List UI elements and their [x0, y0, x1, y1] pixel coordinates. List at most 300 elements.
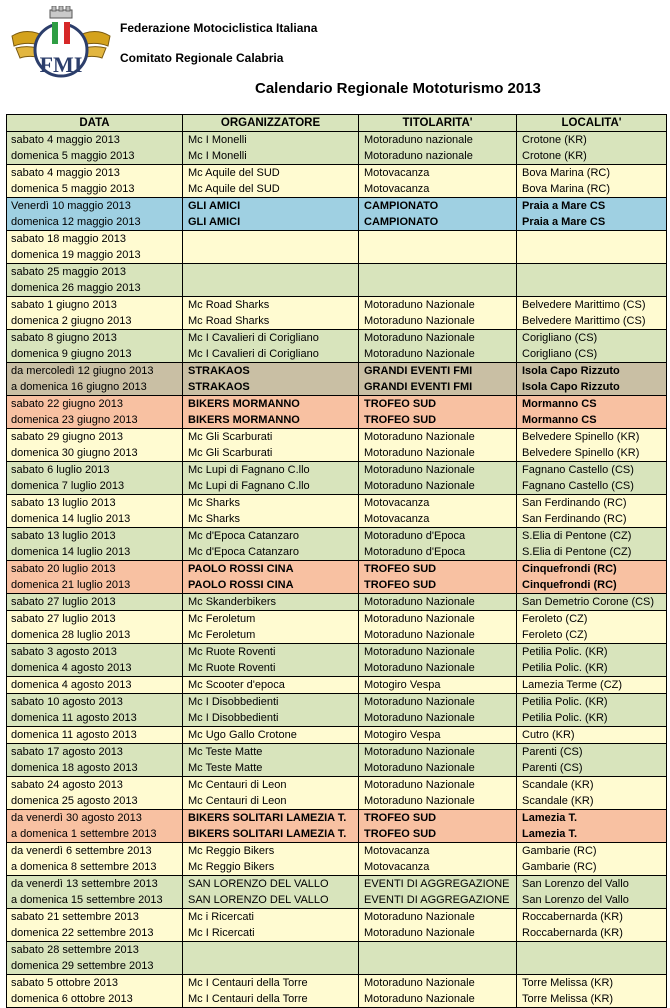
- org-name: Federazione Motociclistica Italiana: [120, 21, 318, 35]
- cell-line: domenica 11 agosto 2013: [11, 712, 137, 724]
- date-cell: [7, 727, 183, 744]
- location-cell: [517, 694, 667, 727]
- cell-line: BIKERS SOLITARI LAMEZIA T.: [188, 812, 347, 824]
- table-body: [7, 132, 667, 1008]
- location-cell: [517, 363, 667, 396]
- date-cell: [7, 876, 183, 909]
- organizer-cell: [183, 942, 359, 975]
- organizer-cell: [183, 611, 359, 644]
- cell-line: Belvedere Marittimo (CS): [522, 299, 646, 311]
- cell-line: Petilia Polic. (KR): [522, 696, 608, 708]
- cell-line: Mc I Monelli: [188, 134, 247, 146]
- table-header-row: [7, 115, 667, 132]
- cell-line: [188, 231, 358, 247]
- svg-text:FMI: FMI: [39, 52, 83, 77]
- cell-line: sabato 20 luglio 2013: [11, 563, 116, 575]
- cell-line: sabato 10 agosto 2013: [11, 696, 123, 708]
- column-header-titolarita: TITOLARITA': [359, 115, 517, 132]
- location-cell: [517, 264, 667, 297]
- cell-line: Cinquefrondi (RC): [522, 563, 617, 575]
- date-cell: [7, 942, 183, 975]
- cell-line: Mc Teste Matte: [188, 762, 263, 774]
- date-cell: [7, 744, 183, 777]
- cell-line: sabato 13 luglio 2013: [11, 530, 116, 542]
- cell-line: SAN LORENZO DEL VALLO: [188, 894, 329, 906]
- organizer-cell: [183, 297, 359, 330]
- cell-line: GRANDI EVENTI FMI: [364, 365, 473, 377]
- organizer-cell: [183, 231, 359, 264]
- date-cell: [7, 909, 183, 942]
- table-row: [7, 975, 667, 1008]
- cell-line: TROFEO SUD: [364, 828, 437, 840]
- cell-line: Motoraduno d'Epoca: [364, 546, 466, 558]
- cell-line: sabato 24 agosto 2013: [11, 779, 123, 791]
- location-cell: [517, 942, 667, 975]
- title-cell: [359, 594, 517, 611]
- cell-line: domenica 11 agosto 2013: [11, 729, 137, 741]
- cell-line: Mc Centauri di Leon: [188, 779, 287, 791]
- cell-line: Motoraduno Nazionale: [364, 596, 475, 608]
- cell-line: BIKERS SOLITARI LAMEZIA T.: [188, 828, 347, 840]
- cell-line: Motovacanza: [364, 183, 430, 195]
- cell-line: sabato 13 luglio 2013: [11, 497, 116, 509]
- cell-line: San Ferdinando (RC): [522, 513, 627, 525]
- cell-line: domenica 2 giugno 2013: [11, 315, 132, 327]
- cell-line: Praia a Mare CS: [522, 200, 606, 212]
- cell-line: sabato 25 maggio 2013: [11, 266, 126, 278]
- cell-line: Venerdì 10 maggio 2013: [11, 200, 131, 212]
- cell-line: Roccabernarda (KR): [522, 927, 623, 939]
- table-row: [7, 297, 667, 330]
- location-cell: [517, 611, 667, 644]
- cell-line: Motoraduno Nazionale: [364, 646, 475, 658]
- document-header: [0, 0, 670, 112]
- organizer-cell: [183, 462, 359, 495]
- location-cell: [517, 297, 667, 330]
- table-row: [7, 694, 667, 727]
- cell-line: Fagnano Castello (CS): [522, 464, 634, 476]
- date-cell: [7, 198, 183, 231]
- cell-line: [188, 942, 358, 958]
- cell-line: domenica 30 giugno 2013: [11, 447, 138, 459]
- cell-line: Mc Lupi di Fagnano C.llo: [188, 480, 310, 492]
- location-cell: [517, 975, 667, 1008]
- date-cell: [7, 975, 183, 1008]
- cell-line: domenica 6 ottobre 2013: [11, 993, 133, 1005]
- location-cell: [517, 132, 667, 165]
- date-cell: [7, 810, 183, 843]
- cell-line: domenica 7 luglio 2013: [11, 480, 125, 492]
- date-cell: [7, 396, 183, 429]
- cell-line: Petilia Polic. (KR): [522, 712, 608, 724]
- cell-line: a domenica 15 settembre 2013: [11, 894, 163, 906]
- cell-line: da mercoledì 12 giugno 2013: [11, 365, 154, 377]
- cell-line: Motoraduno d'Epoca: [364, 530, 466, 542]
- cell-line: domenica 5 maggio 2013: [11, 150, 135, 162]
- organizer-cell: [183, 810, 359, 843]
- cell-line: Crotone (KR): [522, 134, 587, 146]
- table-row: [7, 198, 667, 231]
- cell-line: Scandale (KR): [522, 795, 594, 807]
- cell-line: Mc Ruote Roventi: [188, 646, 276, 658]
- cell-line: BIKERS MORMANNO: [188, 414, 300, 426]
- cell-line: sabato 1 giugno 2013: [11, 299, 117, 311]
- date-cell: [7, 561, 183, 594]
- cell-line: domenica 22 settembre 2013: [11, 927, 154, 939]
- cell-line: domenica 4 agosto 2013: [11, 679, 132, 691]
- organizer-cell: [183, 396, 359, 429]
- organizer-cell: [183, 363, 359, 396]
- cell-line: [522, 280, 666, 296]
- cell-line: [364, 247, 516, 263]
- cell-line: Mc Scooter d'epoca: [188, 679, 285, 691]
- title-cell: [359, 132, 517, 165]
- cell-line: Fagnano Castello (CS): [522, 480, 634, 492]
- cell-line: domenica 23 giugno 2013: [11, 414, 138, 426]
- cell-line: [522, 958, 666, 974]
- cell-line: CAMPIONATO: [364, 200, 439, 212]
- cell-line: Motogiro Vespa: [364, 679, 441, 691]
- cell-line: Roccabernarda (KR): [522, 911, 623, 923]
- organizer-cell: [183, 495, 359, 528]
- cell-line: Crotone (KR): [522, 150, 587, 162]
- cell-line: domenica 4 agosto 2013: [11, 662, 132, 674]
- cell-line: Mc Sharks: [188, 497, 240, 509]
- cell-line: Lamezia T.: [522, 812, 578, 824]
- cell-line: Motoraduno Nazionale: [364, 480, 475, 492]
- cell-line: Cinquefrondi (RC): [522, 579, 617, 591]
- cell-line: sabato 17 agosto 2013: [11, 746, 123, 758]
- table-row: [7, 561, 667, 594]
- organizer-cell: [183, 975, 359, 1008]
- organizer-cell: [183, 561, 359, 594]
- cell-line: S.Elia di Pentone (CZ): [522, 530, 632, 542]
- table-row: [7, 644, 667, 677]
- date-cell: [7, 694, 183, 727]
- organizer-cell: [183, 694, 359, 727]
- cell-line: Motoraduno Nazionale: [364, 779, 475, 791]
- cell-line: [188, 280, 358, 296]
- cell-line: Mc Gli Scarburati: [188, 447, 273, 459]
- cell-line: Mc I Cavalieri di Corigliano: [188, 332, 319, 344]
- fmi-logo: [8, 6, 114, 94]
- cell-line: Mc Feroletum: [188, 629, 256, 641]
- date-cell: [7, 594, 183, 611]
- cell-line: [522, 264, 666, 280]
- cell-line: sabato 29 giugno 2013: [11, 431, 123, 443]
- calendar-table: [6, 114, 667, 1008]
- organizer-cell: [183, 843, 359, 876]
- cell-line: Scandale (KR): [522, 779, 594, 791]
- cell-line: domenica 26 maggio 2013: [11, 282, 141, 294]
- organizer-cell: [183, 744, 359, 777]
- cell-line: Mc Road Sharks: [188, 299, 270, 311]
- cell-line: Mc d'Epoca Catanzaro: [188, 546, 299, 558]
- title-cell: [359, 561, 517, 594]
- cell-line: Mc Ugo Gallo Crotone: [188, 729, 297, 741]
- cell-line: Mc Reggio Bikers: [188, 861, 275, 873]
- title-cell: [359, 429, 517, 462]
- cell-line: Motoraduno Nazionale: [364, 613, 475, 625]
- location-cell: [517, 777, 667, 810]
- title-cell: [359, 876, 517, 909]
- organizer-cell: [183, 594, 359, 611]
- date-cell: [7, 495, 183, 528]
- location-cell: [517, 561, 667, 594]
- cell-line: Motovacanza: [364, 513, 430, 525]
- cell-line: sabato 5 ottobre 2013: [11, 977, 119, 989]
- date-cell: [7, 528, 183, 561]
- cell-line: Mc Sharks: [188, 513, 240, 525]
- title-cell: [359, 727, 517, 744]
- cell-line: Motoraduno Nazionale: [364, 662, 475, 674]
- location-cell: [517, 744, 667, 777]
- cell-line: Praia a Mare CS: [522, 216, 606, 228]
- date-cell: [7, 429, 183, 462]
- table-row: [7, 264, 667, 297]
- cell-line: San Demetrio Corone (CS): [522, 596, 655, 608]
- organizer-cell: [183, 429, 359, 462]
- table-row: [7, 876, 667, 909]
- cell-line: Lamezia T.: [522, 828, 578, 840]
- title-cell: [359, 198, 517, 231]
- cell-line: Motoraduno nazionale: [364, 134, 473, 146]
- table-row: [7, 594, 667, 611]
- cell-line: [522, 247, 666, 263]
- table-row: [7, 495, 667, 528]
- cell-line: domenica 5 maggio 2013: [11, 183, 135, 195]
- cell-line: Motoraduno Nazionale: [364, 927, 475, 939]
- organizer-cell: [183, 876, 359, 909]
- cell-line: STRAKAOS: [188, 381, 250, 393]
- title-cell: [359, 677, 517, 694]
- cell-line: Motoraduno Nazionale: [364, 431, 475, 443]
- date-cell: [7, 677, 183, 694]
- location-cell: [517, 330, 667, 363]
- cell-line: domenica 21 luglio 2013: [11, 579, 131, 591]
- table-row: [7, 942, 667, 975]
- title-cell: [359, 694, 517, 727]
- cell-line: Belvedere Marittimo (CS): [522, 315, 646, 327]
- date-cell: [7, 330, 183, 363]
- cell-line: a domenica 16 giugno 2013: [11, 381, 147, 393]
- cell-line: sabato 21 settembre 2013: [11, 911, 139, 923]
- cell-line: STRAKAOS: [188, 365, 250, 377]
- cell-line: San Ferdinando (RC): [522, 497, 627, 509]
- column-header-organizzatore: ORGANIZZATORE: [183, 115, 359, 132]
- title-cell: [359, 495, 517, 528]
- cell-line: [522, 942, 666, 958]
- location-cell: [517, 198, 667, 231]
- cell-line: Mc Gli Scarburati: [188, 431, 273, 443]
- location-cell: [517, 165, 667, 198]
- location-cell: [517, 876, 667, 909]
- cell-line: Motoraduno Nazionale: [364, 993, 475, 1005]
- cell-line: Motoraduno Nazionale: [364, 447, 475, 459]
- cell-line: Feroleto (CZ): [522, 629, 588, 641]
- title-cell: [359, 330, 517, 363]
- cell-line: domenica 19 maggio 2013: [11, 249, 141, 261]
- cell-line: TROFEO SUD: [364, 414, 437, 426]
- cell-line: Mc I Cavalieri di Corigliano: [188, 348, 319, 360]
- cell-line: domenica 25 agosto 2013: [11, 795, 138, 807]
- cell-line: sabato 27 luglio 2013: [11, 596, 116, 608]
- date-cell: [7, 644, 183, 677]
- cell-line: Motogiro Vespa: [364, 729, 441, 741]
- cell-line: domenica 14 luglio 2013: [11, 513, 131, 525]
- cell-line: Bova Marina (RC): [522, 183, 611, 195]
- date-cell: [7, 165, 183, 198]
- date-cell: [7, 363, 183, 396]
- date-cell: [7, 462, 183, 495]
- table-row: [7, 843, 667, 876]
- cell-line: Lamezia Terme (CZ): [522, 679, 623, 691]
- title-cell: [359, 777, 517, 810]
- table-row: [7, 132, 667, 165]
- cell-line: BIKERS MORMANNO: [188, 398, 300, 410]
- location-cell: [517, 594, 667, 611]
- cell-line: Motoraduno Nazionale: [364, 977, 475, 989]
- organizer-cell: [183, 677, 359, 694]
- title-cell: [359, 744, 517, 777]
- cell-line: domenica 14 luglio 2013: [11, 546, 131, 558]
- cell-line: sabato 18 maggio 2013: [11, 233, 126, 245]
- cell-line: Cutro (KR): [522, 729, 575, 741]
- cell-line: San Lorenzo del Vallo: [522, 878, 629, 890]
- date-cell: [7, 297, 183, 330]
- cell-line: [364, 264, 516, 280]
- table-row: [7, 165, 667, 198]
- organizer-cell: [183, 198, 359, 231]
- cell-line: [188, 958, 358, 974]
- cell-line: Motoraduno Nazionale: [364, 348, 475, 360]
- cell-line: Mc d'Epoca Catanzaro: [188, 530, 299, 542]
- table-row: [7, 909, 667, 942]
- organizer-cell: [183, 165, 359, 198]
- cell-line: Mc I Disobbedienti: [188, 696, 279, 708]
- cell-line: Belvedere Spinello (KR): [522, 447, 640, 459]
- table-row: [7, 330, 667, 363]
- cell-line: sabato 3 agosto 2013: [11, 646, 117, 658]
- cell-line: Motoraduno Nazionale: [364, 911, 475, 923]
- cell-line: [364, 231, 516, 247]
- cell-line: [364, 958, 516, 974]
- cell-line: Mc Aquile del SUD: [188, 167, 280, 179]
- table-row: [7, 611, 667, 644]
- cell-line: TROFEO SUD: [364, 579, 437, 591]
- date-cell: [7, 777, 183, 810]
- cell-line: Petilia Polic. (KR): [522, 662, 608, 674]
- cell-line: da venerdì 6 settembre 2013: [11, 845, 152, 857]
- cell-line: SAN LORENZO DEL VALLO: [188, 878, 329, 890]
- cell-line: Motoraduno Nazionale: [364, 762, 475, 774]
- location-cell: [517, 810, 667, 843]
- cell-line: EVENTI DI AGGREGAZIONE: [364, 878, 510, 890]
- cell-line: domenica 9 giugno 2013: [11, 348, 132, 360]
- cell-line: [522, 231, 666, 247]
- table-row: [7, 363, 667, 396]
- cell-line: Bova Marina (RC): [522, 167, 611, 179]
- cell-line: PAOLO ROSSI CINA: [188, 579, 294, 591]
- cell-line: da venerdì 30 agosto 2013: [11, 812, 142, 824]
- cell-line: Parenti (CS): [522, 746, 583, 758]
- location-cell: [517, 843, 667, 876]
- cell-line: Motoraduno Nazionale: [364, 746, 475, 758]
- location-cell: [517, 528, 667, 561]
- table-row: [7, 396, 667, 429]
- cell-line: GLI AMICI: [188, 216, 241, 228]
- location-cell: [517, 495, 667, 528]
- cell-line: Gambarie (RC): [522, 861, 597, 873]
- cell-line: TROFEO SUD: [364, 563, 437, 575]
- cell-line: Mc I Centauri della Torre: [188, 977, 308, 989]
- location-cell: [517, 909, 667, 942]
- cell-line: Mc I Monelli: [188, 150, 247, 162]
- cell-line: a domenica 1 settembre 2013: [11, 828, 157, 840]
- table-row: [7, 744, 667, 777]
- organizer-cell: [183, 132, 359, 165]
- cell-line: Motovacanza: [364, 845, 430, 857]
- title-cell: [359, 909, 517, 942]
- date-cell: [7, 231, 183, 264]
- page-title: Calendario Regionale Mototurismo 2013: [255, 80, 541, 97]
- cell-line: a domenica 8 settembre 2013: [11, 861, 157, 873]
- cell-line: Motoraduno nazionale: [364, 150, 473, 162]
- cell-line: Mc Road Sharks: [188, 315, 270, 327]
- organizer-cell: [183, 264, 359, 297]
- cell-line: CAMPIONATO: [364, 216, 439, 228]
- title-cell: [359, 975, 517, 1008]
- title-cell: [359, 264, 517, 297]
- cell-line: Mc Teste Matte: [188, 746, 263, 758]
- table-row: [7, 462, 667, 495]
- organizer-cell: [183, 330, 359, 363]
- cell-line: sabato 4 maggio 2013: [11, 167, 120, 179]
- committee-name: Comitato Regionale Calabria: [120, 51, 284, 65]
- title-cell: [359, 165, 517, 198]
- cell-line: EVENTI DI AGGREGAZIONE: [364, 894, 510, 906]
- cell-line: Torre Melissa (KR): [522, 977, 614, 989]
- cell-line: TROFEO SUD: [364, 398, 437, 410]
- location-cell: [517, 644, 667, 677]
- cell-line: Mc Lupi di Fagnano C.llo: [188, 464, 310, 476]
- location-cell: [517, 429, 667, 462]
- location-cell: [517, 231, 667, 264]
- title-cell: [359, 363, 517, 396]
- cell-line: [188, 264, 358, 280]
- title-cell: [359, 231, 517, 264]
- organizer-cell: [183, 777, 359, 810]
- cell-line: sabato 4 maggio 2013: [11, 134, 120, 146]
- cell-line: [364, 280, 516, 296]
- cell-line: Motoraduno Nazionale: [364, 629, 475, 641]
- date-cell: [7, 611, 183, 644]
- cell-line: Motoraduno Nazionale: [364, 696, 475, 708]
- cell-line: Isola Capo Rizzuto: [522, 365, 620, 377]
- organizer-cell: [183, 528, 359, 561]
- cell-line: domenica 18 agosto 2013: [11, 762, 138, 774]
- cell-line: Mormanno CS: [522, 398, 597, 410]
- organizer-cell: [183, 727, 359, 744]
- title-cell: [359, 843, 517, 876]
- table-row: [7, 528, 667, 561]
- cell-line: Mc Centauri di Leon: [188, 795, 287, 807]
- title-cell: [359, 942, 517, 975]
- location-cell: [517, 396, 667, 429]
- cell-line: S.Elia di Pentone (CZ): [522, 546, 632, 558]
- date-cell: [7, 132, 183, 165]
- cell-line: PAOLO ROSSI CINA: [188, 563, 294, 575]
